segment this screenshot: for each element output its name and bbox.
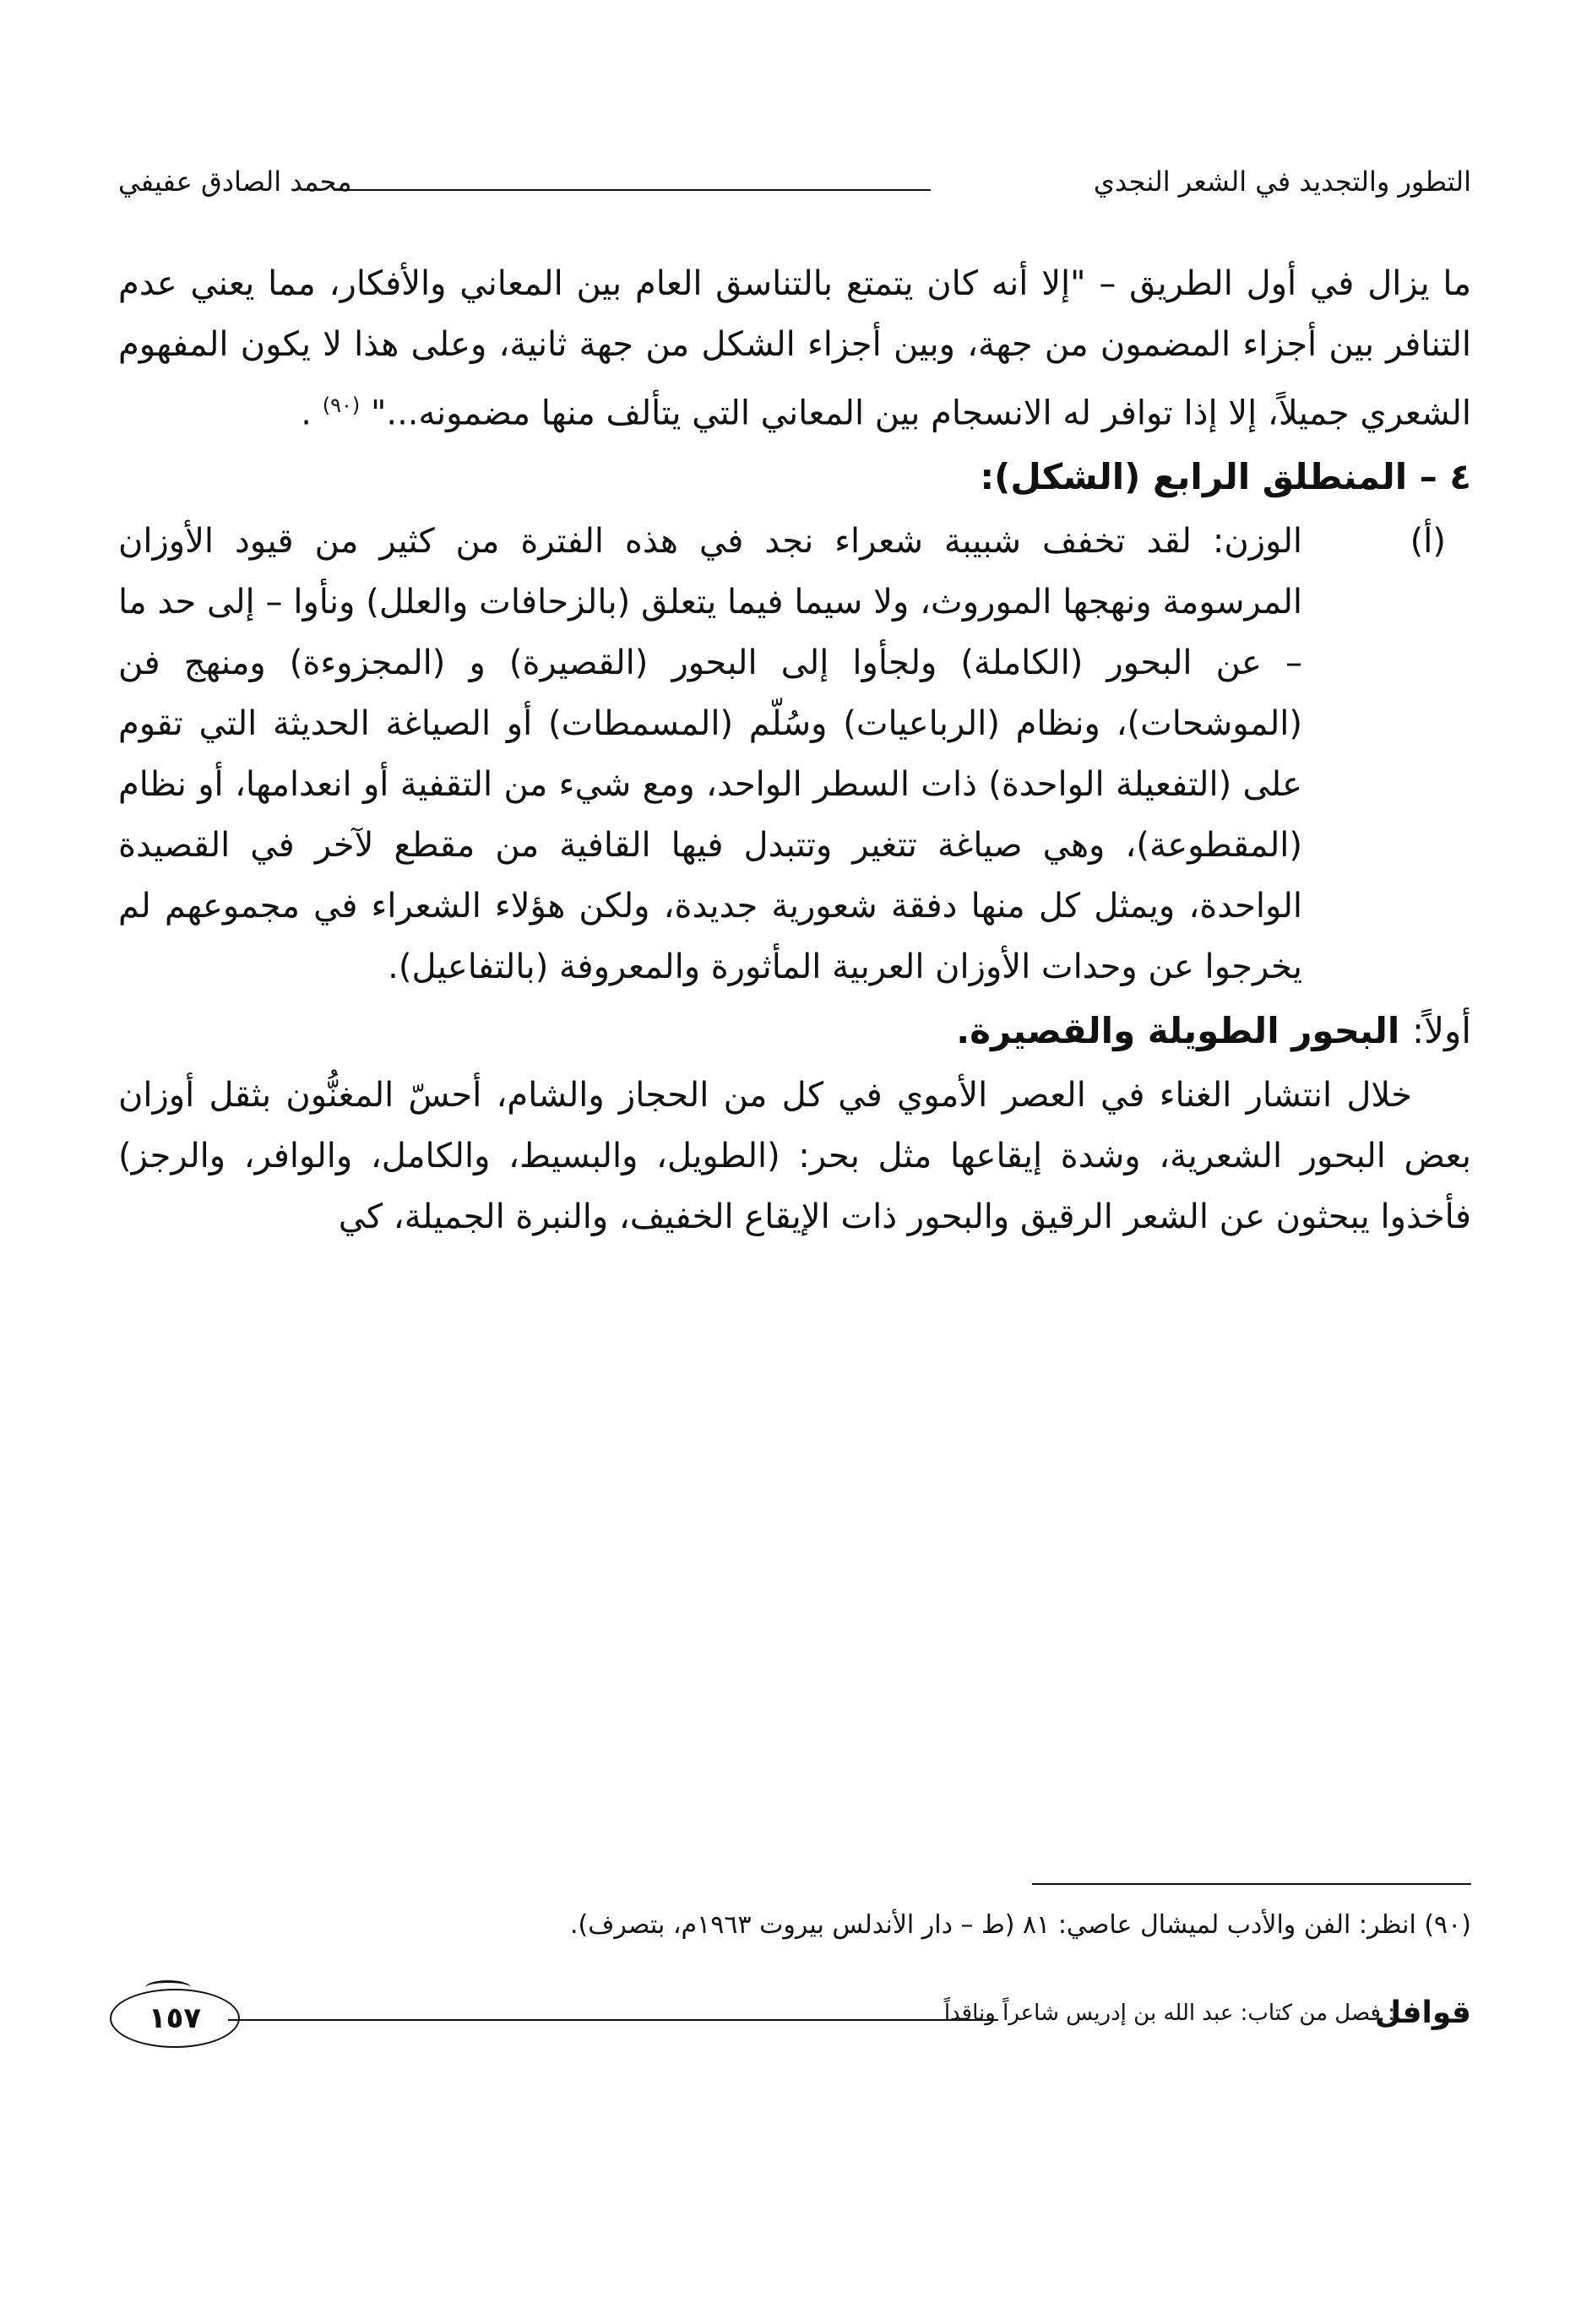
page-footer — [110, 1989, 1471, 2048]
footer-brand: قوافل — [1374, 1995, 1471, 2030]
list-marker: (أ) — [1410, 522, 1446, 562]
list-item-text: الوزن: لقد تخفف شبيبة شعراء نجد في هذه الفترة من كثير من قيود الأوزان المرسومة ونهجها الموروث، ولا سيما فيما يتعلق (بالزحافات والعلل) ونأوا – إلى حد ما – عن البحور (الكاملة) ولجأوا إلى البحور (القصيرة) و (المجزوءة) ومنهج فن (الموشحات)، ونظام (الرباعيات) وسُلّم (المسمطات) أو الصياغة الحديثة التي تقوم على (التفعيلة الواحدة) ذات السطر الواحد، ومع شيء من التقفية أو انعدامها، أو نظام (المقطوعة)، وهي صياغة تتغير وتتبدل فيها القافية من مقطع لآخر في القصيدة الواحدة، ويمثل كل منها دفقة شعورية جديدة، ولكن هؤلاء الشعراء في مجموعهم لم يخرجوا عن وحدات الأوزان العربية المأثورة والمعروفة (بالتفاعيل). — [118, 522, 1302, 987]
section-heading: ٤ – المنطلق الرابع (الشكل): — [980, 456, 1471, 498]
subheading — [118, 997, 1471, 1065]
intro-text: ما يزال في أول الطريق – "إلا أنه كان يتمتع بالتناسق العام بين المعاني والأفكار، مما يعني عدم التنافر بين أجزاء المضمون من جهة، وبين أجزاء الشكل من جهة ثانية، وعلى هذا لا يكون المفهوم الشعري جميلاً، إلا إذا توافر له الانسجام بين المعاني التي يتألف منها مضمونه..." — [118, 264, 1471, 433]
footnote-rule — [1032, 1883, 1471, 1885]
ornament-icon — [145, 1980, 191, 1995]
book-title: التطور والتجديد في الشعر النجدي — [1093, 166, 1471, 198]
footnote-ref: (٩٠) — [322, 394, 361, 417]
intro-end: . — [301, 394, 312, 433]
header-rule — [334, 189, 931, 191]
closing-paragraph: خلال انتشار الغناء في العصر الأموي في كل من الحجاز والشام، أحسّ المغنُّون بثقل أوزان بعض البحور الشعرية، وشدة إيقاعها مثل بحر: (الطويل، والبسيط، والكامل، والوافر، والرجز) فأخذوا يبحثون عن الشعر الرقيق والبحور ذات الإيقاع الخفيف، والنبرة الجميلة، كي — [118, 1076, 1471, 1237]
subheading-prefix: أولاً: — [1411, 1010, 1471, 1052]
author-name: محمد الصادق عفيفي — [118, 166, 352, 198]
main-text — [118, 253, 1471, 1247]
footer-rule — [228, 2019, 998, 2021]
page-number-badge — [110, 1989, 240, 2048]
footer-label: : فصل من كتاب: عبد الله بن إدريس شاعراً وناقداً — [943, 2001, 1395, 2026]
list-item-weight — [118, 511, 1471, 997]
running-header — [118, 166, 1471, 216]
footnote: (٩٠) انظر: الفن والأدب لميشال عاصي: ٨١ (ط – دار الأندلس بيروت ١٩٦٣م، بتصرف). — [570, 1910, 1471, 1940]
subheading-text: البحور الطويلة والقصيرة. — [956, 1010, 1400, 1052]
page-number: ١٥٧ — [148, 2001, 202, 2035]
intro-paragraph — [118, 253, 1471, 443]
